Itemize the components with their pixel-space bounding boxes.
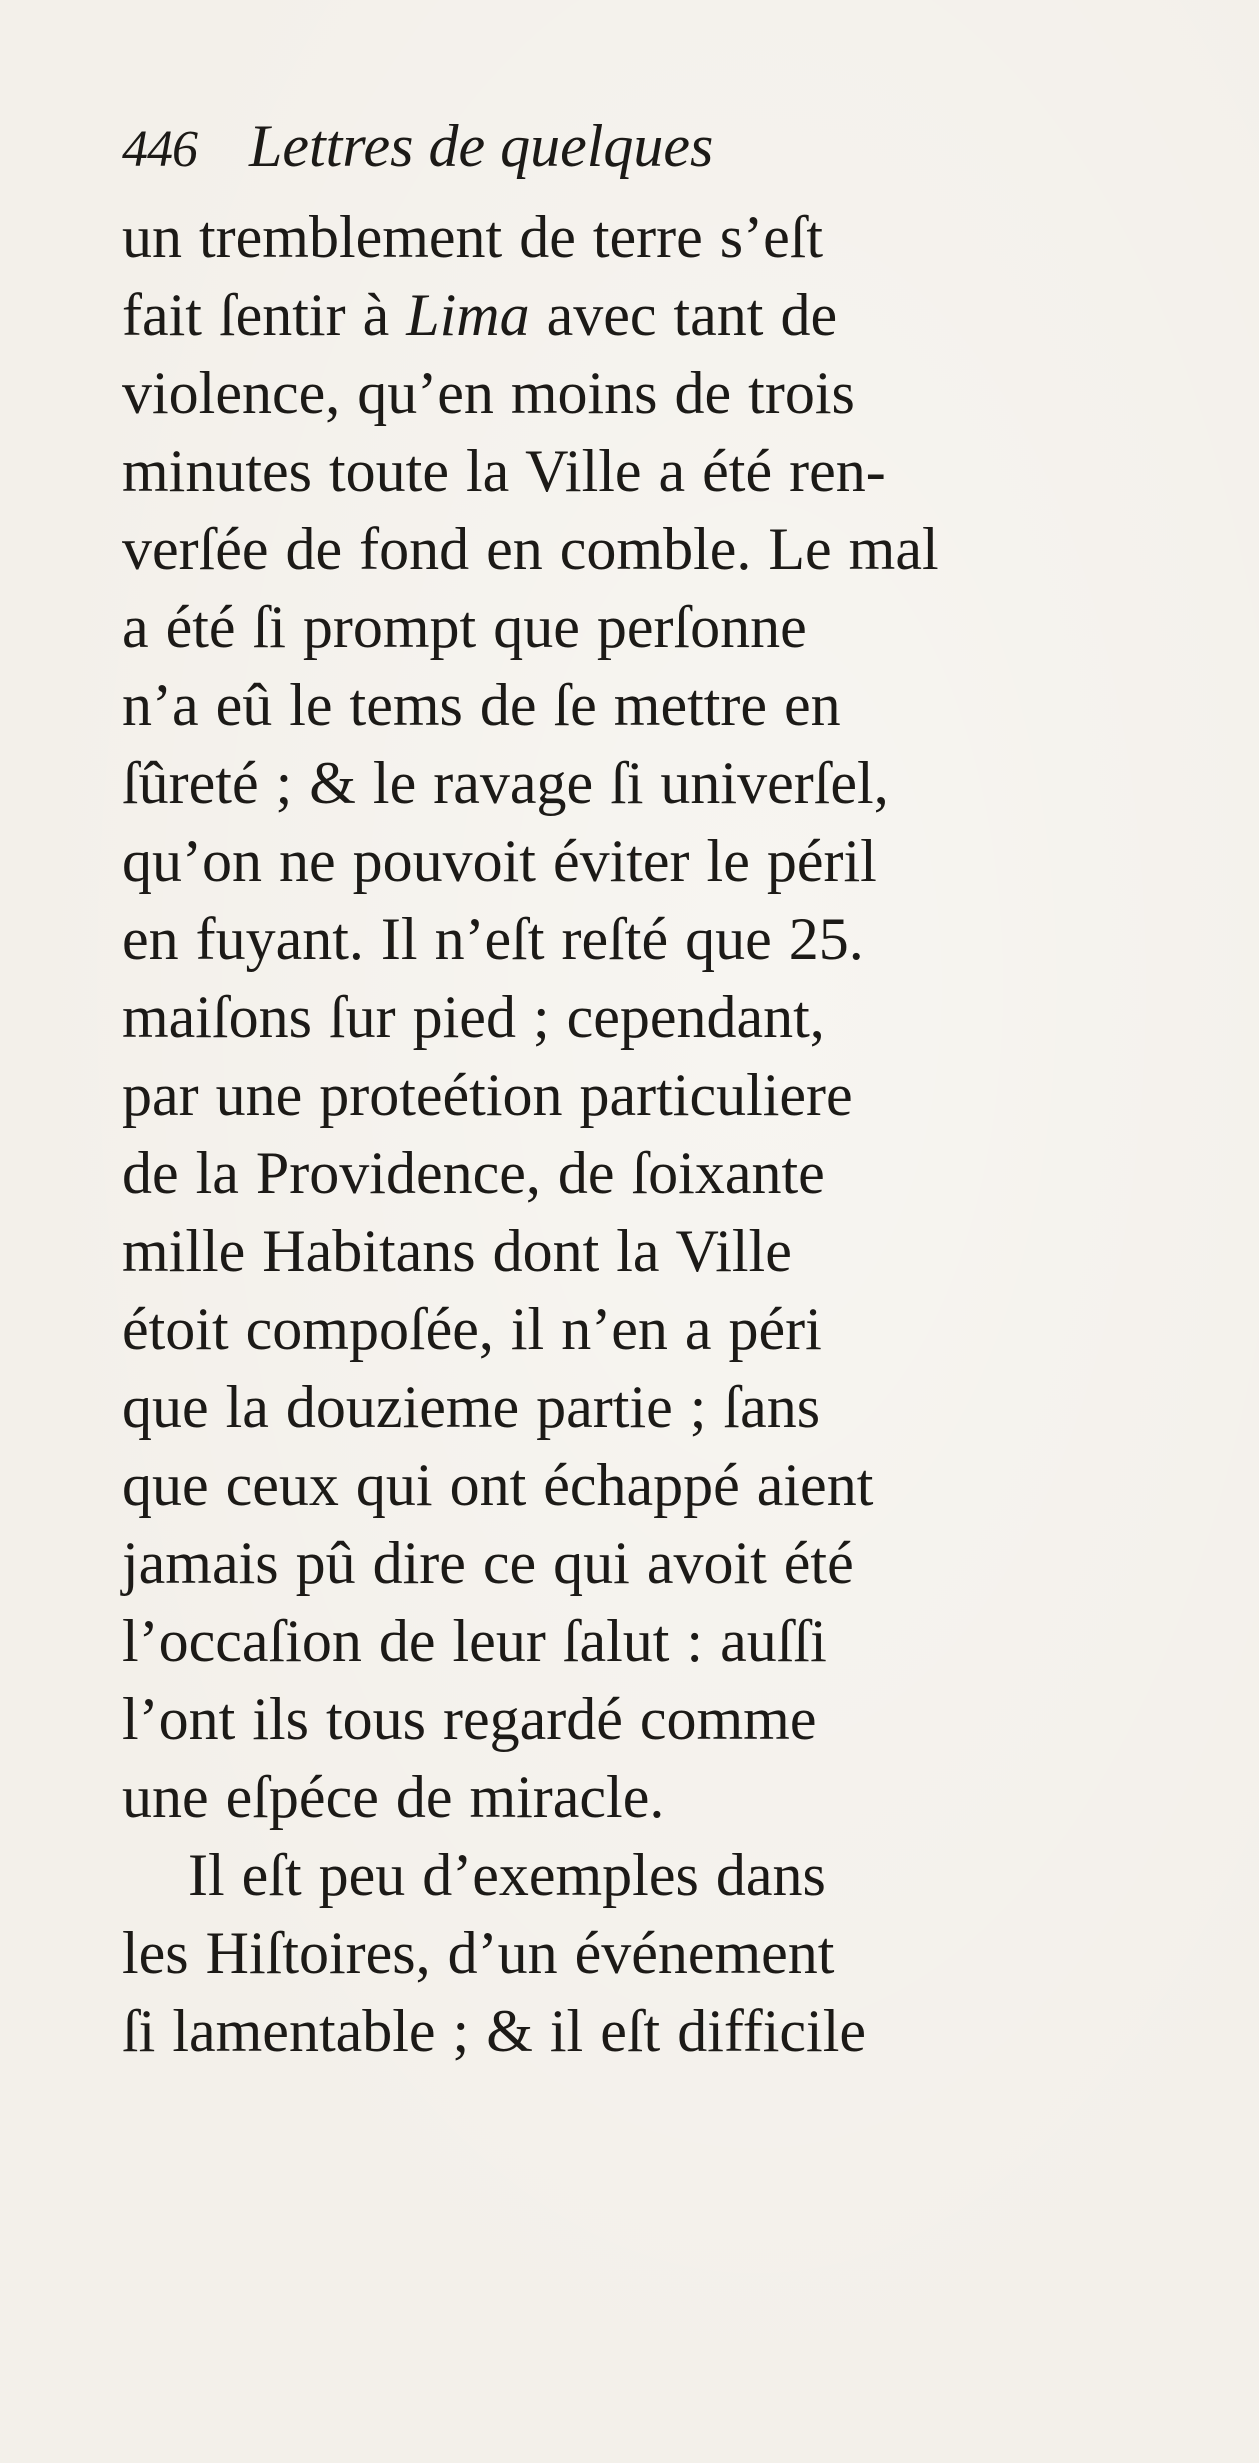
- text-line: minutes toute la Ville a été ren-: [122, 438, 886, 504]
- place-name-lima: Lima: [406, 282, 530, 348]
- body-text: [122, 198, 1242, 2070]
- text-line: de la Providence, de ſoixante: [122, 1140, 825, 1206]
- text-line: Il eſt peu d’exemples dans: [188, 1842, 826, 1908]
- running-head: [122, 112, 713, 192]
- text-line: les Hiſtoires, d’un événement: [122, 1920, 835, 1986]
- text-line: a été ſi prompt que perſonne: [122, 594, 807, 660]
- text-line: mille Habitans dont la Ville: [122, 1218, 792, 1284]
- text-line: qu’on ne pouvoit éviter le péril: [122, 828, 877, 894]
- text-line: que la douzieme partie ; ſans: [122, 1374, 821, 1440]
- page-number: 446: [122, 121, 197, 178]
- text-line: que ceux qui ont échappé aient: [122, 1452, 874, 1518]
- text-line: maiſons ſur pied ; cependant,: [122, 984, 825, 1050]
- text-line: par une proteétion particuliere: [122, 1062, 853, 1128]
- text-line: l’occaſion de leur ſalut : auſſi: [122, 1608, 827, 1674]
- text-line: ſi lamentable ; & il eſt difficile: [122, 1998, 867, 2064]
- text-line: fait ſentir à Lima avec tant de: [122, 282, 838, 348]
- running-title: Lettres de quelques: [249, 113, 714, 179]
- text-line: l’ont ils tous regardé comme: [122, 1686, 817, 1752]
- text-line: verſée de fond en comble. Le mal: [122, 516, 939, 582]
- text-line: en fuyant. Il n’eſt reſté que 25.: [122, 906, 864, 972]
- text-line: n’a eû le tems de ſe mettre en: [122, 672, 841, 738]
- text-line: ſûreté ; & le ravage ſi univerſel,: [122, 750, 889, 816]
- text-line: violence, qu’en moins de trois: [122, 360, 855, 426]
- text-line: étoit compoſée, il n’en a péri: [122, 1296, 822, 1362]
- text-line: un tremblement de terre s’eſt: [122, 204, 824, 270]
- text-line: une eſpéce de miracle.: [122, 1764, 665, 1830]
- text-line: jamais pû dire ce qui avoit été: [122, 1530, 854, 1596]
